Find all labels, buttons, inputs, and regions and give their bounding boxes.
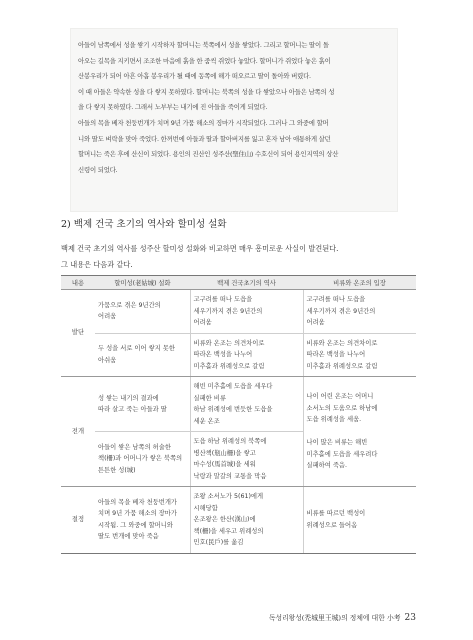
cell-line: 어려움 xyxy=(193,319,212,326)
cell-line: 딸도 번개에 맞아 죽음 xyxy=(98,533,159,541)
cell-line: 두 성을 서로 이어 쌓지 못한 xyxy=(98,345,175,353)
cell-line: 세우기까지 겪은 9년간의 xyxy=(306,307,376,315)
cell-line: 조왕 소서노가 5(61)에게 xyxy=(193,493,264,500)
history-cell xyxy=(190,487,303,554)
cell-line: 마수성(馬首城)을 세워 xyxy=(193,461,256,468)
header-cell: 백제 건국초기의 역사 xyxy=(190,276,303,290)
cell-line: 어려움 xyxy=(98,313,117,321)
phase-cell: 발단 xyxy=(61,290,95,377)
cell-line: 도읍 하남 위례성의 북쪽에 xyxy=(193,438,267,445)
position-cell xyxy=(303,333,416,377)
legend-cell xyxy=(95,432,190,487)
section-title: 2) 백제 건국 초기의 역사와 할미성 설화 xyxy=(61,219,227,230)
cell-line: 실패하여 죽음. xyxy=(306,462,347,470)
table-row xyxy=(61,377,416,432)
table-row xyxy=(61,487,416,554)
cell-line: 튼튼한 성(城) xyxy=(98,466,136,474)
cell-line: 아들이 쌓은 남쪽의 허술한 xyxy=(98,443,171,451)
story-line: 신령이 되었다. xyxy=(78,165,118,174)
cell-line: 나이 많은 비류는 해빈 xyxy=(306,439,368,447)
footer-title: 독성리왕성(禿城里王城)의 정체에 대한 小考 xyxy=(268,614,401,622)
legend-cell xyxy=(95,487,190,554)
intro-paragraph xyxy=(61,241,416,272)
cell-line: 가뭄으로 겪은 9년간의 xyxy=(98,301,161,309)
position-cell xyxy=(303,290,416,334)
cell-line: 어려움 xyxy=(306,319,325,326)
cell-line: 세운 온조 xyxy=(193,417,220,425)
header-cell: 할미성(老姑城) 설화 xyxy=(95,276,190,290)
intro-line: 백제 건국 초기의 역사를 성주산 할미성 설화와 비교하면 매우 흥미로운 사실이 발견된다. xyxy=(61,244,339,253)
cell-line: 치며 9년 가뭄 해소의 장마가 xyxy=(98,510,177,518)
header-cell: 비류와 온조의 입장 xyxy=(303,276,416,290)
cell-line: 소서노의 도움으로 하남에 xyxy=(306,404,378,412)
legend-cell xyxy=(95,333,190,377)
phase-cell: 전개 xyxy=(61,377,95,487)
story-line: 아들의 목을 베자 천둥번개가 치며 9년 가뭄 해소의 징마가 시작되었다. 그러나 그 와중에 할머 xyxy=(78,118,329,127)
cell-line: 따라온 백성을 나누어 xyxy=(306,351,366,358)
legend-cell xyxy=(95,377,190,432)
table-header-row xyxy=(61,276,416,290)
cell-line: 시작됨. 그 와중에 할머니와 xyxy=(98,521,173,529)
story-line: 니와 딸도 벼락을 맞아 죽었다. 한꺼번에 아들과 딸과 할아버지를 잃고 혼자 남아 애통하게 살던 xyxy=(78,134,331,143)
cell-line: 실패한 비류 xyxy=(193,394,226,402)
history-cell xyxy=(190,333,303,377)
cell-line: 책(柵)과 어머니가 쌓은 북쪽의 xyxy=(98,455,183,463)
phase-cell: 절정 xyxy=(61,487,95,554)
history-cell xyxy=(190,432,303,487)
cell-line: 낙랑과 말갈의 교통을 막음 xyxy=(193,472,267,480)
cell-line: 미추홀에 도읍을 세우려다 xyxy=(306,450,378,458)
cell-line: 나이 어린 온조는 어머니 xyxy=(306,393,374,401)
page-footer xyxy=(269,612,416,623)
cell-line: 병산책(甁山柵)을 쌓고 xyxy=(193,449,256,457)
cell-line: 비류를 따르던 백성이 xyxy=(306,510,366,518)
history-cell xyxy=(190,377,303,432)
position-cell xyxy=(303,377,416,487)
cell-line: 고구려를 떠나 도읍을 xyxy=(306,296,366,303)
cell-line: 성 쌓는 내기의 결과에 xyxy=(98,394,159,402)
cell-line: 미추홀과 위례성으로 갈림 xyxy=(306,362,378,370)
story-line: 할머니는 죽은 후에 산신이 되었다. 용인의 진산인 성주산(聖住山) 수호신이 되어 용인지역의 상산 xyxy=(78,150,339,159)
story-line: 산봉우리가 되어 아흔 아홉 봉우리가 될 때에 동쪽에 해가 떠오르고 딸이 돌아와 버렸다. xyxy=(78,72,311,81)
header-cell: 내용 xyxy=(61,276,95,290)
intro-line: 그 내용은 다음과 같다. xyxy=(61,259,133,269)
cell-line: 세우기까지 겪은 9년간의 xyxy=(193,307,263,315)
table-row xyxy=(61,290,416,334)
story-line: 아들이 남쪽에서 성을 쌓기 시작하자 할머니는 북쪽에서 성을 쌓았다. 그리고 할머니는 딸이 돌 xyxy=(78,41,329,49)
cell-line: 시해당함 xyxy=(193,504,218,512)
cell-line: 도읍 위례성을 세움. xyxy=(306,416,362,424)
story-line: 을 다 쌓지 못하였다. 그래서 노부부는 내기에 진 아들을 죽이게 되었다. xyxy=(78,103,268,112)
legend-cell xyxy=(95,290,190,334)
table-row xyxy=(61,333,416,377)
cell-line: 비류와 온조는 의견차이로 xyxy=(306,339,378,347)
cell-line: 아쉬움 xyxy=(98,356,117,364)
cell-line: 따라 살고 죽는 아들과 딸 xyxy=(98,406,167,413)
cell-line: 따라온 백성을 나누어 xyxy=(193,351,253,358)
story-line: 아오는 길목을 지키면서 조조한 마음에 흙을 한 줌씩 쥐었다 놓았다. 할머니가 쥐었다 놓은 흙이 xyxy=(78,56,331,65)
story-paragraph xyxy=(78,38,388,178)
cell-line: 하남 위례성에 번듯한 도읍을 xyxy=(193,406,273,413)
cell-line: 민호(民戶)를 옮김 xyxy=(193,539,244,546)
cell-line: 고구려를 떠나 도읍을 xyxy=(193,296,253,303)
cell-line: 책(柵)을 세우고 위례성의 xyxy=(193,527,264,535)
cell-line: 미추홀과 위례성으로 갈림 xyxy=(193,362,265,370)
cell-line xyxy=(307,426,414,438)
history-cell xyxy=(190,290,303,334)
cell-line: 아들의 목을 베자 천둥번개가 xyxy=(98,498,177,506)
comparison-table xyxy=(61,275,416,554)
story-line: 이 때 아들은 약속한 성을 다 쌓지 못하였다. 할머니는 북쪽의 성을 다 쌓았으나 아들은 남쪽의 성 xyxy=(78,87,335,96)
position-cell xyxy=(303,487,416,554)
cell-line: 위례성으로 들어옴 xyxy=(306,521,358,529)
cell-line: 비류와 온조는 의견차이로 xyxy=(193,339,265,347)
page-number: 23 xyxy=(404,613,416,623)
cell-line: 온조왕은 한산(漢山)에 xyxy=(193,516,256,523)
cell-line: 해빈 미추홀에 도읍을 세우다 xyxy=(193,383,273,390)
